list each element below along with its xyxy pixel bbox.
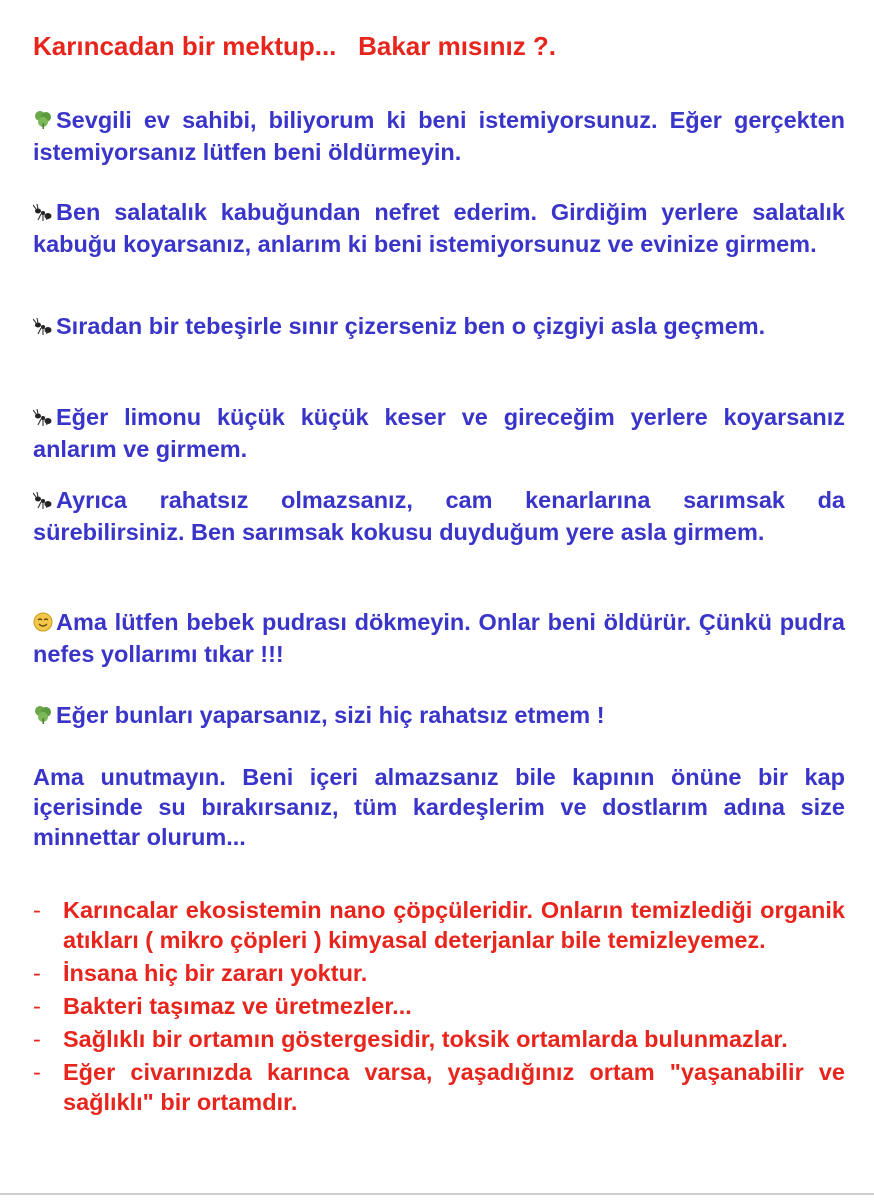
paragraph-text: Eğer limonu küçük küçük keser ve gireceğim yerlere koyarsanız anlarım ve girmem. — [33, 404, 845, 462]
paragraph-text: Ben salatalık kabuğundan nefret ederim. Girdiğim yerlere salatalık kabuğu koyarsanız, anlarım ki beni istemiyorsunuz ve evinize girmem. — [33, 199, 845, 257]
paragraph-5 — [33, 485, 845, 547]
paragraph-2 — [33, 197, 845, 259]
list-item — [33, 991, 845, 1021]
paragraph-text: Sıradan bir tebeşirle sınır çizerseniz ben o çizgiyi asla geçmem. — [56, 313, 766, 339]
paragraph-text: Eğer bunları yaparsanız, sizi hiç rahatsız etmem ! — [56, 702, 605, 728]
list-item — [33, 958, 845, 988]
facts-list — [33, 895, 845, 1120]
paragraph-3 — [33, 311, 845, 343]
paragraph-text: Sevgili ev sahibi, biliyorum ki beni istemiyorsunuz. Eğer gerçekten istemiyorsanız lütfen beni öldürmeyin. — [33, 107, 845, 165]
list-bullet: - — [33, 1026, 41, 1052]
list-item-text: Sağlıklı bir ortamın göstergesidir, toksik ortamlarda bulunmazlar. — [63, 1026, 788, 1052]
ant-icon — [33, 313, 53, 343]
list-item-text: Eğer civarınızda karınca varsa, yaşadığınız ortam "yaşanabilir ve sağlıklı" bir ortamdır. — [63, 1059, 845, 1115]
list-item-text: Bakteri taşımaz ve üretmezler... — [63, 993, 412, 1019]
list-bullet: - — [33, 897, 41, 923]
paragraph-7 — [33, 700, 845, 732]
ant-icon — [33, 199, 53, 229]
paragraph-1 — [33, 105, 845, 167]
list-item — [33, 895, 845, 955]
shamrock-icon — [33, 107, 53, 137]
page-title: Karıncadan bir mektup... Bakar mısınız ?. — [33, 31, 557, 61]
list-item-text: Karıncalar ekosistemin nano çöpçüleridir. Onların temizlediği organik atıkları ( mikro çöpleri ) kimyasal deterjanlar bile temizleyemez. — [63, 897, 845, 953]
list-bullet: - — [33, 1059, 41, 1085]
list-bullet: - — [33, 960, 41, 986]
bottom-divider — [0, 1193, 874, 1195]
paragraph-text: Ama lütfen bebek pudrası dökmeyin. Onlar beni öldürür. Çünkü pudra nefes yollarımı tıkar !!! — [33, 609, 845, 667]
paragraph-text: Ayrıca rahatsız olmazsanız, cam kenarlarına sarımsak da sürebilirsiniz. Ben sarımsak kokusu duyduğum yere asla girmem. — [33, 487, 845, 545]
list-item — [33, 1024, 845, 1054]
list-item-text: İnsana hiç bir zararı yoktur. — [63, 960, 368, 986]
paragraph-text: Ama unutmayın. Beni içeri almazsanız bile kapının önüne bir kap içerisinde su bırakırsanız, tüm kardeşlerim ve dostlarım adına size minnettar olurum... — [33, 764, 845, 850]
paragraph-4 — [33, 402, 845, 464]
list-bullet: - — [33, 993, 41, 1019]
ant-icon — [33, 404, 53, 434]
paragraph-8 — [33, 762, 845, 852]
paragraph-6 — [33, 607, 845, 669]
shamrock-icon — [33, 702, 53, 732]
list-item — [33, 1057, 845, 1117]
ant-icon — [33, 487, 53, 517]
letter-page — [33, 0, 845, 1200]
smiley-icon — [33, 609, 53, 639]
